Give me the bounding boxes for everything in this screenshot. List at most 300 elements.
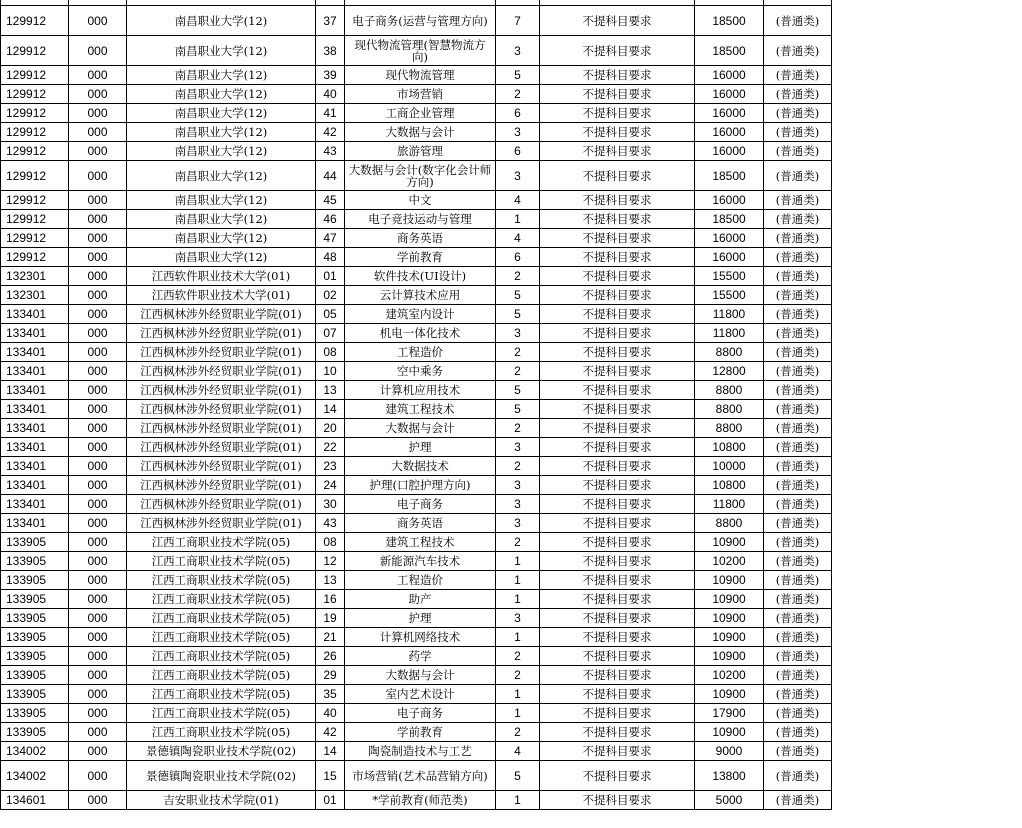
table-row (1, 400, 832, 419)
group-code-cell: 000 (69, 248, 127, 267)
school-code-cell: 129912 (1, 36, 69, 66)
table-row (1, 704, 832, 723)
major-name-cell: 学前教育 (345, 723, 496, 742)
group-code-cell: 000 (69, 495, 127, 514)
subject-requirement-cell: 不提科目要求 (540, 343, 695, 362)
plan-count-cell: 5 (496, 305, 540, 324)
tuition-cell: 16000 (695, 104, 764, 123)
major-name-cell: 机电一体化技术 (345, 324, 496, 343)
school-name-cell: 景德镇陶瓷职业技术学院(02) (127, 742, 316, 761)
school-name-cell: 南昌职业大学(12) (127, 36, 316, 66)
category-cell: (普通类) (764, 66, 832, 85)
school-name-cell: 江西枫林涉外经贸职业学院(01) (127, 514, 316, 533)
school-name-cell: 江西软件职业技术大学(01) (127, 286, 316, 305)
school-name-cell: 南昌职业大学(12) (127, 248, 316, 267)
table-row (1, 685, 832, 704)
major-name-cell: 工程造价 (345, 343, 496, 362)
major-name-cell: 市场营销 (345, 85, 496, 104)
major-name-cell: 电子竞技运动与管理 (345, 210, 496, 229)
plan-count-cell: 3 (496, 36, 540, 66)
subject-requirement-cell: 不提科目要求 (540, 704, 695, 723)
category-cell: (普通类) (764, 590, 832, 609)
group-code-cell: 000 (69, 324, 127, 343)
plan-count-cell: 7 (496, 6, 540, 36)
category-cell: (普通类) (764, 647, 832, 666)
category-cell: (普通类) (764, 267, 832, 286)
table-row (1, 791, 832, 810)
tuition-cell: 11800 (695, 324, 764, 343)
group-code-cell: 000 (69, 381, 127, 400)
tuition-cell: 18500 (695, 6, 764, 36)
school-code-cell: 132301 (1, 286, 69, 305)
major-name-cell: 学前教育 (345, 248, 496, 267)
major-name-cell: 云计算技术应用 (345, 286, 496, 305)
subject-requirement-cell: 不提科目要求 (540, 229, 695, 248)
plan-count-cell: 6 (496, 248, 540, 267)
subject-requirement-cell: 不提科目要求 (540, 647, 695, 666)
major-code-cell: 39 (316, 66, 345, 85)
plan-count-cell: 2 (496, 723, 540, 742)
plan-count-cell: 2 (496, 419, 540, 438)
major-name-cell: 现代物流管理 (345, 66, 496, 85)
major-code-cell: 35 (316, 685, 345, 704)
major-name-cell: 空中乘务 (345, 362, 496, 381)
tuition-cell: 8800 (695, 381, 764, 400)
subject-requirement-cell: 不提科目要求 (540, 685, 695, 704)
major-code-cell: 05 (316, 305, 345, 324)
subject-requirement-cell: 不提科目要求 (540, 742, 695, 761)
plan-count-cell: 1 (496, 571, 540, 590)
major-code-cell: 24 (316, 476, 345, 495)
tuition-cell: 10000 (695, 457, 764, 476)
group-code-cell: 000 (69, 123, 127, 142)
table-row (1, 343, 832, 362)
school-name-cell: 江西工商职业技术学院(05) (127, 590, 316, 609)
category-cell: (普通类) (764, 6, 832, 36)
subject-requirement-cell: 不提科目要求 (540, 533, 695, 552)
admission-plan-table (0, 5, 832, 810)
tuition-cell: 10900 (695, 685, 764, 704)
plan-count-cell: 1 (496, 791, 540, 810)
group-code-cell: 000 (69, 343, 127, 362)
school-name-cell: 江西工商职业技术学院(05) (127, 723, 316, 742)
major-code-cell: 30 (316, 495, 345, 514)
major-name-cell: 电子商务(运营与管理方向) (345, 6, 496, 36)
group-code-cell: 000 (69, 36, 127, 66)
major-name-cell: 商务英语 (345, 229, 496, 248)
category-cell: (普通类) (764, 161, 832, 191)
major-name-cell: 护理 (345, 438, 496, 457)
school-code-cell: 129912 (1, 248, 69, 267)
school-name-cell: 江西软件职业技术大学(01) (127, 267, 316, 286)
tuition-cell: 10900 (695, 609, 764, 628)
category-cell: (普通类) (764, 514, 832, 533)
tuition-cell: 18500 (695, 161, 764, 191)
category-cell: (普通类) (764, 609, 832, 628)
tuition-cell: 16000 (695, 66, 764, 85)
subject-requirement-cell: 不提科目要求 (540, 628, 695, 647)
major-name-cell: 大数据与会计(数字化会计师方向) (345, 161, 496, 191)
group-code-cell: 000 (69, 571, 127, 590)
school-name-cell: 南昌职业大学(12) (127, 191, 316, 210)
plan-count-cell: 3 (496, 476, 540, 495)
school-name-cell: 江西枫林涉外经贸职业学院(01) (127, 400, 316, 419)
tuition-cell: 8800 (695, 400, 764, 419)
school-name-cell: 南昌职业大学(12) (127, 85, 316, 104)
subject-requirement-cell: 不提科目要求 (540, 495, 695, 514)
major-code-cell: 23 (316, 457, 345, 476)
major-name-cell: 电子商务 (345, 495, 496, 514)
group-code-cell: 000 (69, 142, 127, 161)
plan-count-cell: 2 (496, 647, 540, 666)
tuition-cell: 16000 (695, 248, 764, 267)
major-code-cell: 14 (316, 400, 345, 419)
subject-requirement-cell: 不提科目要求 (540, 571, 695, 590)
major-name-cell: 工商企业管理 (345, 104, 496, 123)
school-code-cell: 133905 (1, 666, 69, 685)
school-code-cell: 129912 (1, 210, 69, 229)
category-cell: (普通类) (764, 438, 832, 457)
category-cell: (普通类) (764, 761, 832, 791)
subject-requirement-cell: 不提科目要求 (540, 305, 695, 324)
major-code-cell: 21 (316, 628, 345, 647)
category-cell: (普通类) (764, 305, 832, 324)
school-name-cell: 景德镇陶瓷职业技术学院(02) (127, 761, 316, 791)
group-code-cell: 000 (69, 362, 127, 381)
school-code-cell: 133401 (1, 495, 69, 514)
school-code-cell: 133905 (1, 723, 69, 742)
category-cell: (普通类) (764, 419, 832, 438)
tuition-cell: 9000 (695, 742, 764, 761)
major-name-cell: 旅游管理 (345, 142, 496, 161)
plan-count-cell: 3 (496, 123, 540, 142)
subject-requirement-cell: 不提科目要求 (540, 66, 695, 85)
major-code-cell: 19 (316, 609, 345, 628)
school-code-cell: 133905 (1, 628, 69, 647)
major-code-cell: 42 (316, 123, 345, 142)
school-code-cell: 133401 (1, 514, 69, 533)
plan-count-cell: 5 (496, 66, 540, 85)
tuition-cell: 18500 (695, 36, 764, 66)
major-code-cell: 43 (316, 142, 345, 161)
school-name-cell: 江西枫林涉外经贸职业学院(01) (127, 438, 316, 457)
major-name-cell: 建筑工程技术 (345, 400, 496, 419)
group-code-cell: 000 (69, 400, 127, 419)
plan-count-cell: 5 (496, 381, 540, 400)
tuition-cell: 11800 (695, 305, 764, 324)
subject-requirement-cell: 不提科目要求 (540, 248, 695, 267)
plan-count-cell: 2 (496, 267, 540, 286)
tuition-cell: 16000 (695, 142, 764, 161)
subject-requirement-cell: 不提科目要求 (540, 476, 695, 495)
group-code-cell: 000 (69, 210, 127, 229)
major-code-cell: 07 (316, 324, 345, 343)
major-name-cell: 护理 (345, 609, 496, 628)
tuition-cell: 5000 (695, 791, 764, 810)
school-name-cell: 江西工商职业技术学院(05) (127, 552, 316, 571)
table-row (1, 267, 832, 286)
school-name-cell: 江西工商职业技术学院(05) (127, 666, 316, 685)
school-code-cell: 133401 (1, 324, 69, 343)
school-code-cell: 133401 (1, 400, 69, 419)
tuition-cell: 10900 (695, 533, 764, 552)
group-code-cell: 000 (69, 66, 127, 85)
category-cell: (普通类) (764, 85, 832, 104)
table-row (1, 66, 832, 85)
school-code-cell: 133401 (1, 438, 69, 457)
school-code-cell: 133401 (1, 343, 69, 362)
school-name-cell: 江西工商职业技术学院(05) (127, 685, 316, 704)
subject-requirement-cell: 不提科目要求 (540, 324, 695, 343)
school-name-cell: 江西工商职业技术学院(05) (127, 628, 316, 647)
table-row (1, 457, 832, 476)
tuition-cell: 10900 (695, 571, 764, 590)
category-cell: (普通类) (764, 191, 832, 210)
major-name-cell: 计算机网络技术 (345, 628, 496, 647)
subject-requirement-cell: 不提科目要求 (540, 85, 695, 104)
major-code-cell: 01 (316, 791, 345, 810)
table-row (1, 647, 832, 666)
subject-requirement-cell: 不提科目要求 (540, 191, 695, 210)
category-cell: (普通类) (764, 457, 832, 476)
plan-count-cell: 4 (496, 191, 540, 210)
group-code-cell: 000 (69, 229, 127, 248)
major-code-cell: 10 (316, 362, 345, 381)
major-code-cell: 14 (316, 742, 345, 761)
table-row (1, 495, 832, 514)
tuition-cell: 15500 (695, 286, 764, 305)
category-cell: (普通类) (764, 533, 832, 552)
table-row (1, 362, 832, 381)
major-name-cell: 大数据与会计 (345, 666, 496, 685)
category-cell: (普通类) (764, 286, 832, 305)
subject-requirement-cell: 不提科目要求 (540, 552, 695, 571)
table-row (1, 161, 832, 191)
school-code-cell: 133401 (1, 476, 69, 495)
plan-count-cell: 1 (496, 628, 540, 647)
school-name-cell: 江西工商职业技术学院(05) (127, 609, 316, 628)
school-name-cell: 南昌职业大学(12) (127, 210, 316, 229)
plan-count-cell: 1 (496, 590, 540, 609)
school-name-cell: 江西枫林涉外经贸职业学院(01) (127, 419, 316, 438)
tuition-cell: 10900 (695, 590, 764, 609)
school-code-cell: 133905 (1, 647, 69, 666)
school-name-cell: 南昌职业大学(12) (127, 229, 316, 248)
major-name-cell: 大数据与会计 (345, 123, 496, 142)
school-name-cell: 吉安职业技术学院(01) (127, 791, 316, 810)
school-code-cell: 134002 (1, 761, 69, 791)
school-name-cell: 江西工商职业技术学院(05) (127, 533, 316, 552)
school-code-cell: 133905 (1, 609, 69, 628)
plan-count-cell: 2 (496, 343, 540, 362)
school-name-cell: 江西枫林涉外经贸职业学院(01) (127, 343, 316, 362)
table-row (1, 438, 832, 457)
major-code-cell: 12 (316, 552, 345, 571)
school-code-cell: 133905 (1, 685, 69, 704)
major-name-cell: 建筑室内设计 (345, 305, 496, 324)
table-row (1, 628, 832, 647)
category-cell: (普通类) (764, 571, 832, 590)
school-code-cell: 129912 (1, 6, 69, 36)
table-row (1, 590, 832, 609)
table-row (1, 191, 832, 210)
group-code-cell: 000 (69, 191, 127, 210)
plan-count-cell: 3 (496, 324, 540, 343)
group-code-cell: 000 (69, 552, 127, 571)
major-code-cell: 44 (316, 161, 345, 191)
school-name-cell: 南昌职业大学(12) (127, 161, 316, 191)
group-code-cell: 000 (69, 514, 127, 533)
school-name-cell: 江西枫林涉外经贸职业学院(01) (127, 495, 316, 514)
category-cell: (普通类) (764, 495, 832, 514)
school-name-cell: 南昌职业大学(12) (127, 123, 316, 142)
major-name-cell: 工程造价 (345, 571, 496, 590)
table-row (1, 305, 832, 324)
tuition-cell: 10800 (695, 438, 764, 457)
tuition-cell: 10200 (695, 666, 764, 685)
school-name-cell: 江西枫林涉外经贸职业学院(01) (127, 381, 316, 400)
major-code-cell: 22 (316, 438, 345, 457)
subject-requirement-cell: 不提科目要求 (540, 419, 695, 438)
tuition-cell: 16000 (695, 85, 764, 104)
table-row (1, 6, 832, 36)
major-code-cell: 38 (316, 36, 345, 66)
school-code-cell: 133401 (1, 457, 69, 476)
subject-requirement-cell: 不提科目要求 (540, 723, 695, 742)
school-code-cell: 133905 (1, 533, 69, 552)
category-cell: (普通类) (764, 36, 832, 66)
school-name-cell: 南昌职业大学(12) (127, 6, 316, 36)
major-code-cell: 37 (316, 6, 345, 36)
major-code-cell: 43 (316, 514, 345, 533)
plan-count-cell: 3 (496, 161, 540, 191)
school-name-cell: 江西枫林涉外经贸职业学院(01) (127, 324, 316, 343)
category-cell: (普通类) (764, 791, 832, 810)
plan-count-cell: 2 (496, 85, 540, 104)
group-code-cell: 000 (69, 791, 127, 810)
table-row (1, 761, 832, 791)
tuition-cell: 15500 (695, 267, 764, 286)
major-code-cell: 13 (316, 381, 345, 400)
subject-requirement-cell: 不提科目要求 (540, 791, 695, 810)
major-name-cell: 建筑工程技术 (345, 533, 496, 552)
category-cell: (普通类) (764, 476, 832, 495)
major-name-cell: 新能源汽车技术 (345, 552, 496, 571)
subject-requirement-cell: 不提科目要求 (540, 104, 695, 123)
school-code-cell: 129912 (1, 229, 69, 248)
school-code-cell: 133401 (1, 381, 69, 400)
table-row (1, 381, 832, 400)
major-name-cell: 中文 (345, 191, 496, 210)
school-code-cell: 129912 (1, 123, 69, 142)
tuition-cell: 13800 (695, 761, 764, 791)
subject-requirement-cell: 不提科目要求 (540, 36, 695, 66)
school-code-cell: 132301 (1, 267, 69, 286)
table-row (1, 742, 832, 761)
table-row (1, 533, 832, 552)
plan-count-cell: 6 (496, 142, 540, 161)
tuition-cell: 10900 (695, 723, 764, 742)
major-name-cell: 计算机应用技术 (345, 381, 496, 400)
plan-count-cell: 1 (496, 552, 540, 571)
school-name-cell: 江西枫林涉外经贸职业学院(01) (127, 476, 316, 495)
category-cell: (普通类) (764, 362, 832, 381)
school-code-cell: 133401 (1, 305, 69, 324)
major-code-cell: 47 (316, 229, 345, 248)
tuition-cell: 8800 (695, 514, 764, 533)
category-cell: (普通类) (764, 704, 832, 723)
group-code-cell: 000 (69, 742, 127, 761)
major-name-cell: 大数据技术 (345, 457, 496, 476)
school-code-cell: 129912 (1, 85, 69, 104)
table-row (1, 514, 832, 533)
category-cell: (普通类) (764, 400, 832, 419)
school-code-cell: 129912 (1, 191, 69, 210)
school-name-cell: 江西枫林涉外经贸职业学院(01) (127, 457, 316, 476)
major-code-cell: 16 (316, 590, 345, 609)
table-row (1, 571, 832, 590)
plan-count-cell: 6 (496, 104, 540, 123)
group-code-cell: 000 (69, 6, 127, 36)
major-code-cell: 46 (316, 210, 345, 229)
group-code-cell: 000 (69, 85, 127, 104)
tuition-cell: 17900 (695, 704, 764, 723)
table-row (1, 248, 832, 267)
major-name-cell: *学前教育(师范类) (345, 791, 496, 810)
table-row (1, 210, 832, 229)
plan-count-cell: 1 (496, 210, 540, 229)
subject-requirement-cell: 不提科目要求 (540, 267, 695, 286)
category-cell: (普通类) (764, 742, 832, 761)
major-name-cell: 陶瓷制造技术与工艺 (345, 742, 496, 761)
school-code-cell: 134601 (1, 791, 69, 810)
plan-count-cell: 2 (496, 362, 540, 381)
table-row (1, 552, 832, 571)
school-code-cell: 133905 (1, 590, 69, 609)
school-name-cell: 南昌职业大学(12) (127, 142, 316, 161)
subject-requirement-cell: 不提科目要求 (540, 123, 695, 142)
plan-count-cell: 5 (496, 400, 540, 419)
subject-requirement-cell: 不提科目要求 (540, 457, 695, 476)
group-code-cell: 000 (69, 590, 127, 609)
category-cell: (普通类) (764, 229, 832, 248)
school-code-cell: 133905 (1, 704, 69, 723)
major-name-cell: 大数据与会计 (345, 419, 496, 438)
group-code-cell: 000 (69, 476, 127, 495)
tuition-cell: 10900 (695, 628, 764, 647)
major-code-cell: 42 (316, 723, 345, 742)
category-cell: (普通类) (764, 343, 832, 362)
school-code-cell: 129912 (1, 142, 69, 161)
tuition-cell: 16000 (695, 229, 764, 248)
subject-requirement-cell: 不提科目要求 (540, 590, 695, 609)
major-name-cell: 室内艺术设计 (345, 685, 496, 704)
group-code-cell: 000 (69, 438, 127, 457)
subject-requirement-cell: 不提科目要求 (540, 438, 695, 457)
subject-requirement-cell: 不提科目要求 (540, 514, 695, 533)
school-name-cell: 江西枫林涉外经贸职业学院(01) (127, 362, 316, 381)
major-name-cell: 药学 (345, 647, 496, 666)
table-row (1, 324, 832, 343)
category-cell: (普通类) (764, 628, 832, 647)
subject-requirement-cell: 不提科目要求 (540, 286, 695, 305)
major-name-cell: 软件技术(UI设计) (345, 267, 496, 286)
plan-count-cell: 2 (496, 666, 540, 685)
group-code-cell: 000 (69, 609, 127, 628)
tuition-cell: 10800 (695, 476, 764, 495)
subject-requirement-cell: 不提科目要求 (540, 761, 695, 791)
major-name-cell: 现代物流管理(智慧物流方向) (345, 36, 496, 66)
